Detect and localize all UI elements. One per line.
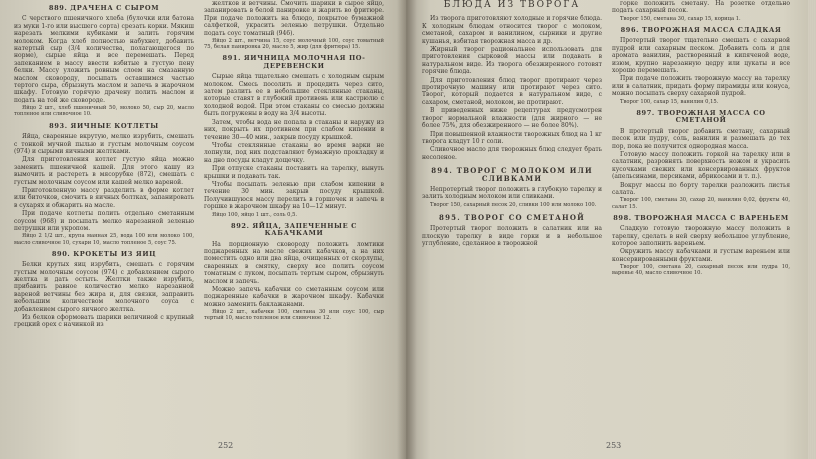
recipe-text: Сырые яйца тщательно смешать с холодным сырым молоком. Смесь посолить и процедить через сито, затем разлить ее в небольшие стеклянные стаканы, которые ставят в глубокий противень или кастрюлю с холодной водой. При этом стаканы со смесью должны быть погружены в воду на 3/4 высоты. (204, 73, 384, 118)
recipe-title: 891. ЯИЧНИЦА МОЛОЧНАЯ ПО-ДЕРЕВЕНСКИ (222, 54, 366, 70)
recipe-text: На порционную сковороду положить ломтики поджаренных на масле свежих кабачков, а на них поместить одно или два яйца, очищенных от скорлупы, сваренных в смятку, сверху все полить соусом томатным с луком, посыпать тертым сыром, сбрызнуть маслом и запечь. (204, 240, 384, 285)
recipe-text: Готовую массу положить горкой на тарелку или в салатник, разровнять поверхность ножом и украсить кусочками свежих или консервированных фруктов (апельсинами, персиками, абрикосами и т. п.). (612, 150, 790, 181)
recipe-yield: Творог 100, сметана 30, сахар 20, ванилин 0,02, фрукты 40, салат 15. (612, 197, 790, 210)
recipe-text: Приготовленную массу разделить в форме котлет или биточков, смочить в яичных болтках, запанировать в сухарях и обжарить на масле. (14, 186, 194, 209)
recipe-text: При подаче положить творожную массу на тарелку или в салатник, придать форму пирамиды или конуса, можно посыпать сверху сахарной пудрой. (612, 75, 790, 98)
recipe-title: 898. ТВОРОЖНАЯ МАССА С ВАРЕНЬЕМ (613, 213, 789, 222)
intro-text: Из творога приготовляют холодные и горячие блюда. К холодным блюдам относится творог с молоком, сметаной, сахаром и ванилином, сырники и другие кушанья, взбитая творожная масса и др. (422, 15, 602, 45)
recipe-text: При подаче котлеты полить отдельно сметанным соусом (968) и посыпать мелко нарезанной зеленью петрушки или укропом. (14, 210, 194, 232)
recipe-text: Окружить массу кабачками и густым вареньем или консервированными фруктами. (612, 248, 790, 263)
recipe-yield: Творог 100, сметана 20, сахарный песок или пудра 10, варенье 40, масло сливочное 10. (612, 264, 790, 277)
recipe-text: Из белков сформовать шарики величиной с крупный грецкий орех с начинкой из (14, 314, 194, 329)
left-column-2 (204, 0, 384, 325)
recipe-text: Можно запечь кабачки со сметанным соусом или поджаренные кабачки в жарочном шкафу. Кабачки можно заменить баклажанами. (204, 286, 384, 308)
recipe-title: 897. ТВОРОЖНАЯ МАССА СО СМЕТАНОЙ (636, 108, 766, 125)
intro-text: Сливочное масло для творожных блюд следует брать несоленое. (422, 146, 602, 161)
recipe-title: 892. ЯЙЦА, ЗАПЕЧЕННЫЕ С КАБАЧКАМИ (231, 221, 357, 238)
recipe-text: Протертый творог положить в салатник или на плоскую тарелку в виде горки и в небольшое углубление, сделанное в творожной (422, 225, 602, 248)
recipe-title: 894. ТВОРОГ С МОЛОКОМ ИЛИ СЛИВКАМИ (431, 166, 593, 183)
recipe-title: 890. КРОКЕТЫ ИЗ ЯИЦ (51, 249, 157, 258)
intro-text: Жирный творог рациональнее использовать для приготовления сырковой массы или подавать в натуральном виде. Из творога обезжиренного готовят горячие блюда. (422, 46, 602, 76)
intro-text: При повышенной влажности творожных блюд на 1 кг творога кладут 10 г соли. (422, 130, 602, 145)
right-page (406, 0, 816, 459)
recipe-text: Чтобы стеклянные стаканы во время варки не лопнули, под них подставляют бумажную прокладку и на дно посуды кладут дощечку. (204, 141, 384, 164)
recipe-title: 895. ТВОРОГ СО СМЕТАНОЙ (439, 212, 585, 222)
recipe-title: 893. ЯИЧНЫЕ КОТЛЕТЫ (49, 121, 159, 130)
recipe-yield: Творог 150, сахарный песок 20, сливки 100 или молоко 100. (430, 201, 597, 208)
recipe-text: С черствого пшеничного хлеба (булочки или батона из муки 1-го или высшего сорта) срезать корки. Мякиш нарезать мелкими кубиками и залить горячим молоком. Когда хлеб полностью набухнет, добавить натертый сыр (3/4 количества, полагающегося по норме), сырые яйца и все перемешать. Перед запеканием в массу ввести взбитые в густую пену белки. Массу уложить ровным слоем на смазанную маслом сковороду, посыпать оставшимся частью тертого сыра, сбрызнуть маслом и запечь в жарочном шкафу. Готовую горячую драчену полить маслом и подать на той же сковороде. (14, 15, 194, 104)
recipe-title: 889. ДРАЧЕНА С СЫРОМ (48, 4, 160, 12)
recipe-yield: Творог 150, сметана 30, сахар 15, корица 1. (620, 15, 741, 22)
intro-text: Для приготовления блюд творог протирают через протирочную машину или протирают через сито. Творог, который подается в натуральном виде, с сахаром, сметаной, молоком, не протирают. (422, 76, 602, 106)
right-column-2 (612, 0, 790, 280)
page-number: 252 (218, 441, 234, 450)
page-edges (808, 0, 816, 459)
recipe-yield: Яйцо 2 шт., ветчина 15, соус молочный 100, соус томатный 75, белая панировка 20, масло 5, жир (для фритюра) 15. (204, 38, 384, 51)
recipe-yield: Творог 100, сахар 15, ванилин 0,15. (620, 98, 719, 105)
left-page (0, 0, 406, 459)
chapter-heading: БЛЮДА ИЗ ТВОРОГА (443, 0, 581, 10)
recipe-text: Для приготовления котлет густую яйца можно заменить пшеничной кашей. Для этого кашу из вымочить и растереть в мясорубке (872), смешать с густым молочным соусом или кашей мелко вареной. (14, 156, 194, 186)
recipe-text: Вокруг массы по борту тарелки разложить листья салата. (612, 181, 790, 196)
intro-text: В приведенных ниже рецептурах предусмотрен творог нормальной влажности (для жирного — не более 75%, для обезжиренного — не более 80%). (422, 107, 602, 130)
recipe-text: желтков и ветчины. Смочить шарики в сырое яйцо, запанировать в белой панировке и жарить во фритюре. При подаче положить на блюдо, покрытое бумажной салфеткой, украсить зеленью петрушки. Отдельно подать соус томатный (946). (204, 0, 384, 37)
recipe-text: В протертый творог добавить сметану, сахарный песок или пудру, соль, ванилин и размешать до тех пор, пока не получится однородная масса. (612, 127, 790, 150)
recipe-text: Белки крутых яиц изрубить, смешать с горячим густым молочным соусом (974) с добавлением сырого желтка и дать остыть. Желтки также изрубить, прибавить равное количество мелко нарезанной вареной ветчины без жира и, для связки, заправить небольшим количеством молочного соуса с добавлением сырого яичного желтка. (14, 261, 194, 313)
recipe-yield: Яйцо 2 шт., хлеб пшеничный 50, молоко 50, сыр 20, масло топленое или сливочное 10. (14, 105, 194, 118)
right-column-1 (422, 0, 602, 249)
recipe-text: Сладкую готовую творожную массу положить в тарелку, сделать в ней сверху небольшое углубление, которое заполнить вареньем. (612, 225, 790, 247)
recipe-text: Непротертый творог положить в глубокую тарелку и залить холодным молоком или сливками. (422, 185, 602, 201)
left-column-1 (14, 0, 194, 330)
recipe-yield: Яйцо 100, яйцо 1 шт., соль 0,5. (212, 211, 298, 218)
recipe-text: горке положить сметану. На розетке отдельно подать сахарный песок. (612, 0, 790, 15)
recipe-text: Чтобы посыпать зеленью при слабом кипении в течение 30 мин. закрыв посуду крышкой. Получившуюся массу перелить в горшочек и запечь в горшке в жарочном шкафу на 10—12 минут. (204, 180, 384, 211)
recipe-text: Протертый творог тщательно смешать с сахарной пудрой или сахарным песком. Добавить соль и для аромата ванилин, растворенный в кипяченой воде, изюм, крупно нарезанную цедру или цукаты и все хорошо перемешать. (612, 37, 790, 75)
book-gutter (397, 0, 417, 459)
recipe-yield: Яйцо 2 шт., кабачки 100, сметана 30 или соус 100, сыр тертый 10, масло топленое или сливочное 12. (204, 309, 384, 322)
page-number: 253 (606, 441, 622, 450)
recipe-yield: Яйцо 2 1/2 шт., крупа манная 25, вода 100 или молоко 100, масло сливочное 10, сухари 10, масло топленое 5, соус 75. (14, 233, 194, 246)
recipe-text: При отпуске стаканы поставить на тарелку, вынуть крышки и подавать так. (204, 165, 384, 180)
recipe-text: Затем, чтобы вода не попала в стаканы и наружу из них, покрыть их противнем при слабом кипении в течение 30—40 мин., закрыв посуду крышкой. (204, 118, 384, 141)
recipe-text: Яйца, сваренные вкрутую, мелко изрубить, смешать с тонкой мучной пылью и густым молочным соусом (974) и сырыми яичными желтками. (14, 133, 194, 155)
recipe-title: 896. ТВОРОЖНАЯ МАССА СЛАДКАЯ (620, 26, 782, 35)
